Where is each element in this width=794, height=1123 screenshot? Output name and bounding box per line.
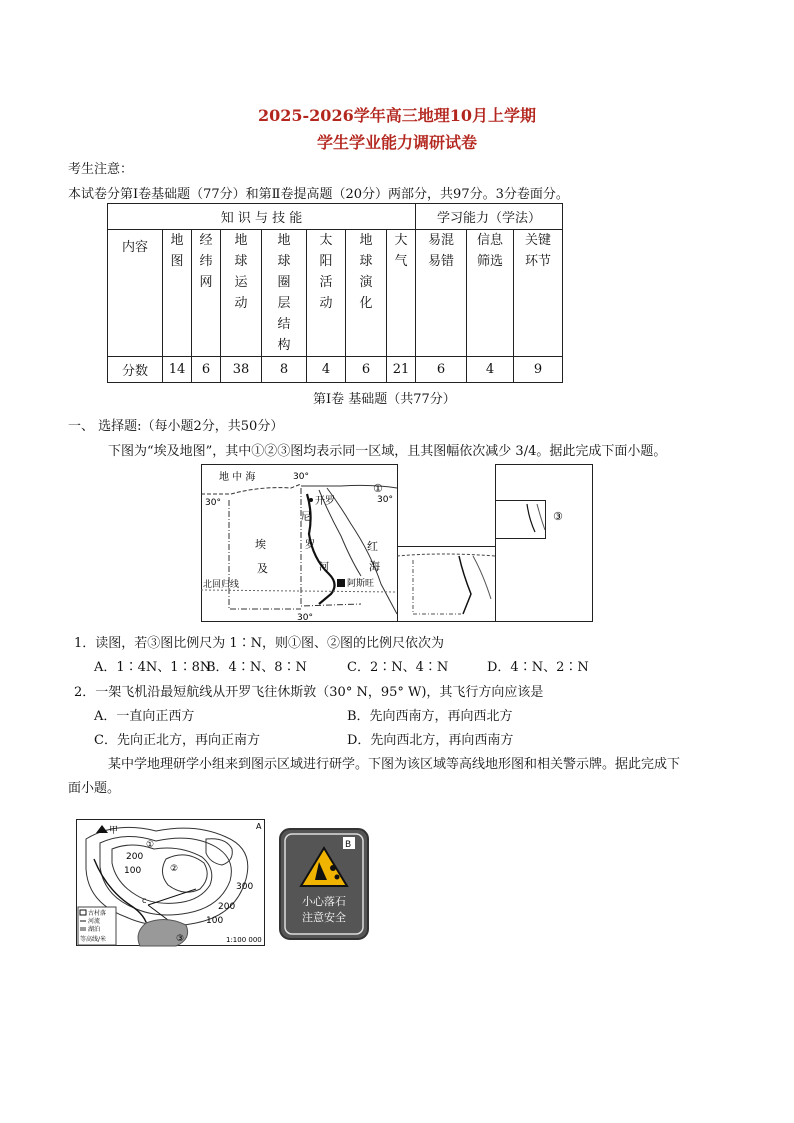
row-label-content: 内容: [108, 230, 163, 357]
contour-map-figure: [76, 819, 266, 947]
table-score-cell: 14: [163, 357, 192, 383]
table-col-header-part: 阳: [319, 254, 333, 269]
table-col-header: [467, 230, 514, 357]
table-col-header: [221, 230, 262, 357]
contour-300: 300: [236, 882, 254, 892]
intro-2-line-1: 某中学地理研学小组来到图示区域进行研学。下图为该区域等高线地形图和相关警示牌。据此完成下: [108, 757, 681, 772]
table-col-header-part: 气: [394, 254, 408, 269]
map-redsea-1: 红: [367, 540, 378, 553]
table-col-header-part: 图: [170, 254, 184, 269]
map-redsea-2: 海: [369, 560, 380, 573]
map-nile-1: 尼: [301, 512, 311, 523]
contour-corner-label: A: [256, 822, 262, 831]
table-col-header-part: 信息: [476, 233, 503, 248]
contour-marker-2: ②: [170, 864, 179, 874]
notice-label: 考生注意：: [68, 162, 134, 177]
map-frame-2: [398, 547, 496, 622]
table-col-header-part: 构: [277, 338, 291, 353]
table-col-header-part: 易错: [427, 254, 454, 269]
legend-village: 古村落: [88, 910, 107, 917]
table-group-knowledge: 知 识 与 技 能: [108, 204, 416, 230]
table-score-cell: 6: [192, 357, 221, 383]
map-sea-label: 地 中 海: [219, 472, 256, 483]
table-col-header-part: 筛选: [476, 254, 503, 269]
table-col-header-part: 动: [234, 296, 248, 311]
legend-river: 河流: [88, 918, 101, 925]
map-lat-label-top: 30°: [293, 472, 309, 482]
q1-option-d[interactable]: D．4∶N、2∶N: [487, 660, 589, 675]
contour-point-c: c: [142, 896, 147, 905]
table-col-header-part: 易混: [427, 233, 454, 248]
table-col-header-part: 地: [170, 233, 184, 248]
notice-text: 本试卷分第Ⅰ卷基础题（77分）和第Ⅱ卷提高题（20分）两部分，共97分。3分卷面分。: [68, 187, 569, 202]
table-score-cell: 38: [221, 357, 262, 383]
q1-option-b[interactable]: B．4∶N、8∶N: [206, 660, 307, 675]
question-1: 1．读图，若③图比例尺为 1∶N，则①图、②图的比例尺依次为: [74, 636, 445, 651]
map-lat-label-right: 30°: [377, 495, 393, 505]
table-col-header-part: 地: [277, 233, 291, 248]
table-col-header-part: 球: [234, 254, 248, 269]
map-egypt-1: 埃: [255, 538, 266, 551]
contour-200-a: 200: [126, 852, 144, 862]
part1-title: 第Ⅰ卷 基础题（共77分）: [313, 392, 456, 407]
map-nile-2: 罗: [305, 540, 315, 551]
score-table: [107, 203, 563, 383]
q1-option-c[interactable]: C．2∶N、4∶N: [347, 660, 449, 675]
table-col-header-part: 层: [277, 296, 291, 311]
table-score-cell: 6: [416, 357, 467, 383]
contour-marker-3: ③: [176, 934, 185, 944]
table-col-header-part: 网: [199, 275, 213, 290]
table-score-cell: 4: [307, 357, 346, 383]
table-col-header-part: 球: [277, 254, 291, 269]
table-score-cell: 21: [387, 357, 416, 383]
table-col-header-part: 演: [359, 275, 373, 290]
contour-marker-1: ①: [146, 840, 155, 850]
q1-option-a[interactable]: A．1∶4N、1∶8N: [94, 660, 212, 675]
table-score-cell: 4: [467, 357, 514, 383]
table-col-header-part: 运: [234, 275, 248, 290]
table-col-header-part: 化: [359, 296, 373, 311]
q2-option-a[interactable]: A．一直向正西方: [94, 709, 195, 724]
table-score-cell: 8: [262, 357, 307, 383]
table-col-header-part: 圈: [277, 275, 291, 290]
map-lat-label-bottom: 30°: [297, 613, 313, 623]
table-col-header: [514, 230, 563, 357]
table-col-header: [192, 230, 221, 357]
map-aswan-label: 阿斯旺: [347, 579, 375, 589]
table-col-header-part: 经: [199, 233, 213, 248]
contour-100-b: 100: [206, 916, 224, 926]
title-line-1: 2025-2026学年高三地理10月上学期: [258, 106, 536, 125]
table-col-header-part: 活: [319, 275, 333, 290]
contour-peak-label: 甲: [109, 826, 119, 836]
contour-200-b: 200: [218, 902, 236, 912]
title-line-2: 学生学业能力调研试卷: [316, 133, 477, 152]
rockfall-sign: [279, 828, 369, 940]
question-2: 2．一架飞机沿最短航线从开罗飞往休斯敦（30° N，95° W)，其飞行方向应该是: [74, 685, 544, 700]
map-frame-outer-3: [496, 465, 593, 622]
contour-scale: 1:100 000: [226, 936, 262, 944]
sign-line-1: 小心落石: [302, 895, 346, 908]
table-col-header-part: 结: [277, 317, 291, 332]
table-col-header-part: 关键: [524, 233, 551, 248]
map-label-3: ③: [553, 510, 563, 523]
table-col-header-part: 大: [394, 233, 408, 248]
sign-corner-label: B: [345, 840, 352, 850]
map-label-1: ①: [373, 482, 383, 495]
legend-lake: 湖泊: [88, 926, 101, 933]
map-lat-label-left: 30°: [205, 498, 221, 508]
table-col-header: [262, 230, 307, 357]
table-col-header: [346, 230, 387, 357]
table-score-cell: 9: [514, 357, 563, 383]
table-col-header-part: 纬: [199, 254, 213, 269]
table-col-header-part: 球: [359, 254, 373, 269]
map-egypt-2: 及: [257, 562, 268, 575]
table-col-header: [163, 230, 192, 357]
row-label-score: 分数: [108, 357, 163, 383]
table-col-header-part: 地: [359, 233, 373, 248]
sign-line-2: 注意安全: [302, 911, 346, 924]
intro-1: 下图为“埃及地图”，其中①②③图均表示同一区域，且其图幅依次减少 3/4。据此完成下面小题。: [108, 444, 667, 459]
map-cairo-label: 开罗: [315, 496, 335, 507]
table-score-cell: 6: [346, 357, 387, 383]
q2-option-b[interactable]: B．先向西南方，再向西北方: [347, 709, 513, 724]
section-heading: 一、 选择题:（每小题2分，共50分）: [68, 419, 284, 434]
map-tropic-label: 北回归线: [203, 580, 240, 590]
table-col-header-part: 动: [319, 296, 333, 311]
map-nile-3: 河: [319, 562, 329, 573]
legend-contour: 等高线/米: [80, 936, 107, 943]
intro-2-line-2: 面小题。: [68, 781, 121, 796]
table-group-ability: 学习能力（学法）: [416, 204, 563, 230]
table-col-header: [416, 230, 467, 357]
table-col-header: [387, 230, 416, 357]
table-col-header-part: 地: [234, 233, 248, 248]
q2-option-d[interactable]: D．先向西北方，再向西南方: [347, 733, 514, 748]
egypt-map-figure: [201, 464, 593, 624]
table-col-header-part: 太: [319, 233, 333, 248]
table-col-header: [307, 230, 346, 357]
table-col-header-part: 环节: [524, 254, 551, 269]
contour-100-a: 100: [124, 866, 142, 876]
q2-option-c[interactable]: C．先向正北方，再向正南方: [94, 733, 260, 748]
